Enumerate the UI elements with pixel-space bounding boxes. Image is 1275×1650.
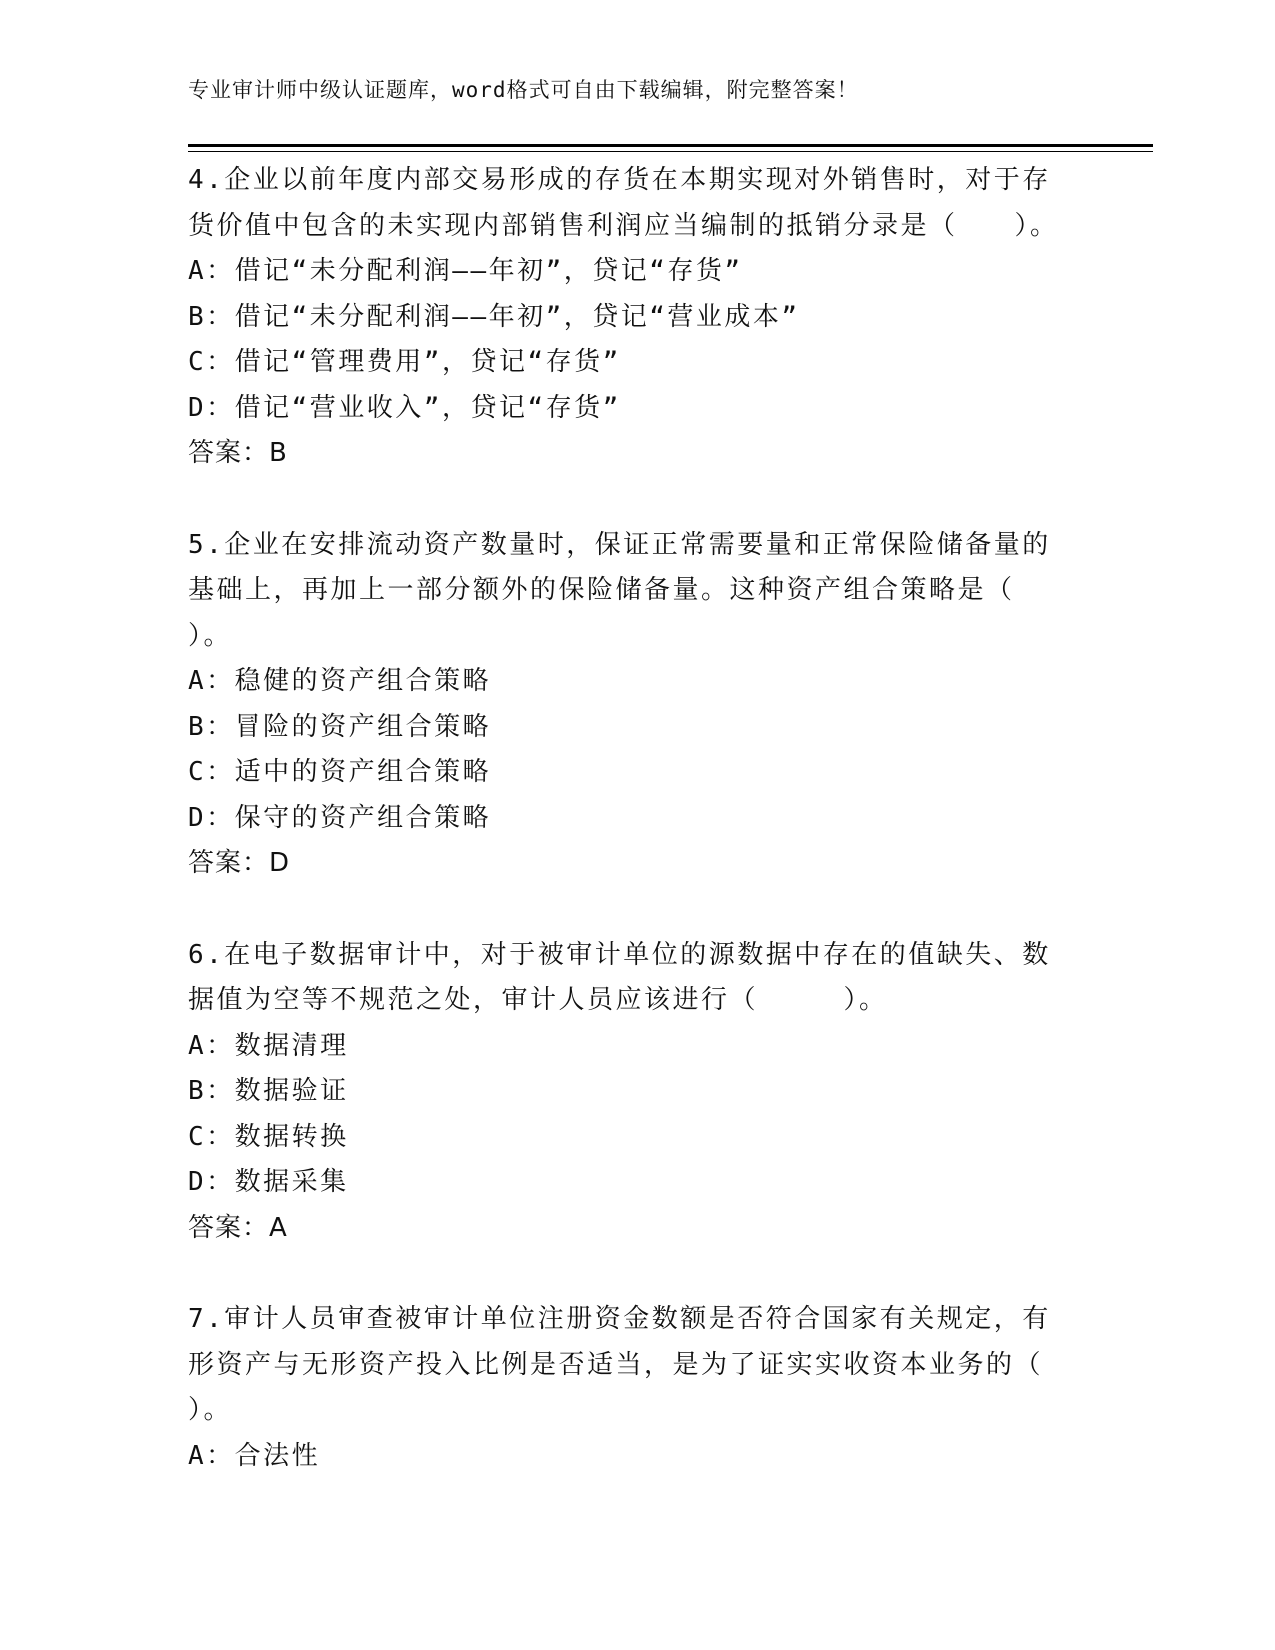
question-stem-line: 7.审计人员审查被审计单位注册资金数额是否符合国家有关规定，有 — [188, 1304, 1051, 1334]
option-d: D：数据采集 — [188, 1167, 349, 1197]
option-a: A：合法性 — [188, 1440, 321, 1471]
answer: 答案：A — [188, 1212, 288, 1243]
question-7 — [188, 1297, 1068, 1479]
question-5 — [188, 523, 1068, 887]
option-a: A：借记“未分配利润——年初”，贷记“存货” — [188, 256, 743, 286]
header-rule-thick — [188, 144, 1153, 147]
header-rule-thin — [188, 151, 1153, 152]
option-d: D：借记“营业收入”，贷记“存货” — [188, 392, 621, 423]
option-a: A：稳健的资产组合策略 — [188, 666, 492, 696]
question-6 — [188, 933, 1068, 1252]
question-stem-line: 货价值中包含的未实现内部销售利润应当编制的抵销分录是（ ）。 — [188, 210, 1059, 241]
option-d: D：保守的资产组合策略 — [188, 802, 492, 833]
question-stem-line: 基础上，再加上一部分额外的保险储备量。这种资产组合策略是（ — [188, 575, 1015, 605]
option-b: B：数据验证 — [188, 1076, 349, 1106]
question-list — [188, 158, 1068, 1525]
option-a: A：数据清理 — [188, 1030, 349, 1061]
option-c: C：适中的资产组合策略 — [188, 757, 492, 787]
answer: 答案：B — [188, 438, 288, 468]
question-stem-line: ）。 — [188, 620, 233, 651]
question-stem-line: 4.企业以前年度内部交易形成的存货在本期实现对外销售时，对于存 — [188, 165, 1051, 195]
question-stem-line: 5.企业在安排流动资产数量时，保证正常需要量和正常保险储备量的 — [188, 529, 1051, 560]
question-4 — [188, 158, 1068, 477]
question-stem-line: 据值为空等不规范之处，审计人员应该进行（ ）。 — [188, 985, 888, 1015]
option-c: C：数据转换 — [188, 1121, 349, 1152]
question-stem-line: 6.在电子数据审计中，对于被审计单位的源数据中存在的值缺失、数 — [188, 939, 1051, 970]
question-stem-line: 形资产与无形资产投入比例是否适当，是为了证实实收资本业务的（ — [188, 1349, 1044, 1380]
question-stem-line: ）。 — [188, 1395, 233, 1425]
option-b: B：冒险的资产组合策略 — [188, 711, 492, 742]
answer: 答案：D — [188, 848, 291, 878]
page-header: 专业审计师中级认证题库，word格式可自由下载编辑，附完整答案！ — [188, 78, 859, 102]
option-b: B：借记“未分配利润——年初”，贷记“营业成本” — [188, 301, 800, 332]
option-c: C：借记“管理费用”，贷记“存货” — [188, 347, 621, 377]
